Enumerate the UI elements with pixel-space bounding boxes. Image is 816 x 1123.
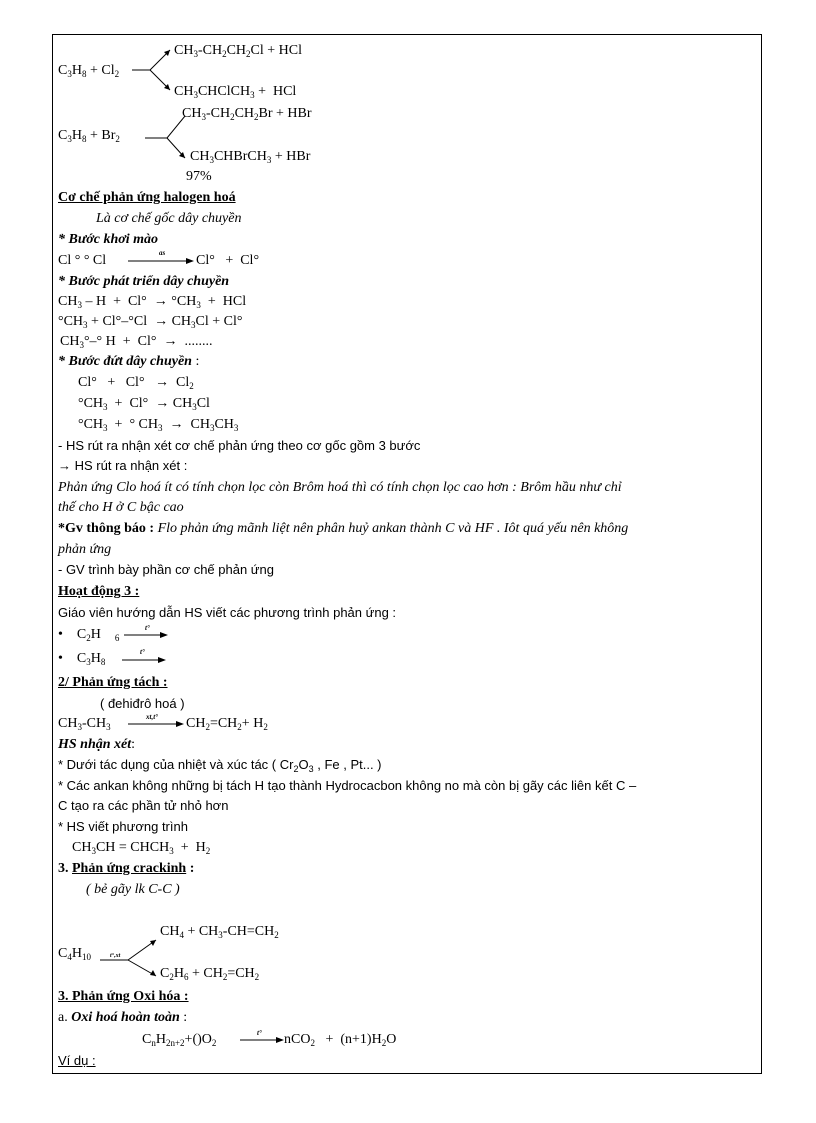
- reaction-arrow-icon: [128, 256, 194, 266]
- term-step-3: $^\circ CH_3$ + ° $CH_3 \to CH_3CH_3$: [78, 417, 239, 433]
- gv-present: - GV trình bày phần cơ chế phản ứng: [58, 562, 274, 577]
- reaction-arrow-icon: [122, 655, 166, 665]
- oxidation-eq-cond: t°: [257, 1029, 262, 1037]
- elimination-point1: * Dưới tác dụng của nhiệt và xúc tác ( $Cr_2O_3$ , Fe , Pt... ): [58, 757, 382, 774]
- elimination-point3: * HS viết phương trình: [58, 819, 188, 834]
- cracking-colon: :: [189, 861, 195, 876]
- elimination-heading: 2/ Phản ứng tách :: [58, 675, 168, 690]
- remark-line-2: thế cho H ở C bậc cao: [58, 500, 184, 515]
- activity3-heading: Hoạt động 3 :: [58, 584, 140, 599]
- activity3-intro: Giáo viên hướng dẫn HS viết các phương trình phản ứng :: [58, 605, 397, 620]
- cracking-product2: $C_2H_6 + CH_2=CH_2$: [160, 966, 260, 982]
- term-step-2: $^\circ CH_3 + Cl^\circ \to CH_3Cl$: [78, 396, 210, 412]
- init-eq-right: Cl° + Cl°: [196, 253, 260, 268]
- cracking-cond: t°,xt: [110, 953, 121, 959]
- init-heading: * Bước khơi mào: [58, 232, 159, 247]
- cracking-heading-line: [58, 860, 194, 878]
- activity3-item2: • $C_3H_8$: [58, 651, 106, 667]
- cracking-heading: Phản ứng crackinh: [72, 861, 187, 876]
- init-eq-cond: as: [159, 249, 166, 257]
- oxidation-sub-title: Oxi hoá hoàn toàn: [71, 1010, 180, 1025]
- hs-colon: :: [131, 737, 136, 752]
- elimination-eq-cond: xt,t°: [146, 713, 158, 721]
- rx1-product1: $CH_3-CH_2CH_2Cl$ + HCl: [174, 43, 302, 59]
- reaction-arrow-icon: [128, 719, 184, 729]
- rx1-reactant: $C_3H_8 + Cl_2$: [58, 63, 120, 79]
- term-heading: * Bước đứt dây chuyền: [58, 354, 192, 369]
- gv-notice: [58, 520, 628, 538]
- oxidation-example: Ví dụ :: [58, 1053, 96, 1068]
- oxidation-heading: 3. Phản ứng Oxi hóa :: [58, 989, 189, 1004]
- mechanism-subtitle: Là cơ chế gốc dây chuyền: [96, 211, 242, 226]
- oxidation-eq-left: $C_nH_{2n+2}+()O_2$: [142, 1032, 217, 1048]
- term-heading-line: [58, 353, 199, 371]
- gv-text-2: phản ứng: [58, 542, 112, 557]
- term-colon: :: [195, 354, 200, 369]
- prop-step-3: $CH_3^\circ-^\circ$ H + Cl° → ........: [60, 334, 213, 350]
- oxidation-sub-colon: :: [183, 1010, 188, 1025]
- init-eq-left: Cl ° ° Cl: [58, 253, 107, 268]
- remark-line-1: Phản ứng Clo hoá ít có tính chọn lọc còn Brôm hoá thì có tính chọn lọc cao hơn : Brôm hầu như chỉ: [58, 480, 622, 495]
- prop-step-1: $CH_3 - H + Cl^\circ \to ^\circ CH_3$ + HCl: [58, 294, 247, 310]
- rx1-product2: $CH_3CHClCH_3$ + HCl: [174, 84, 297, 100]
- oxidation-eq-right: $nCO_2 + (n+1)H_2O$: [284, 1032, 397, 1048]
- gv-label: *Gv thông báo :: [58, 521, 155, 536]
- cracking-sub: ( bẻ gãy lk C-C ): [86, 882, 180, 897]
- prop-step-2: $^\circ CH_3 + Cl^\circ-^\circ Cl \to CH_3Cl + Cl^\circ$: [58, 314, 243, 330]
- reaction-arrow-icon: [240, 1035, 284, 1045]
- hs-remark-line: [58, 736, 135, 754]
- reaction-arrow-icon: [124, 630, 168, 640]
- gv-text: Flo phản ứng mãnh liệt nên phân huỷ ankan thành C và HF . Iôt quá yếu nên không: [157, 521, 629, 536]
- rx2-percent: 97%: [186, 169, 212, 184]
- hs-heading: HS nhận xét: [58, 737, 132, 752]
- elimination-eq-left: $CH_3-CH_3$: [58, 716, 111, 732]
- cracking-product1: $CH_4 + CH_3-CH=CH_2$: [160, 924, 279, 940]
- branch-arrow-icon: [132, 44, 174, 96]
- elimination-eq2: $CH_3CH$ = $CHCH_3 + H_2$: [72, 840, 211, 856]
- elimination-sub: ( đehiđrô hoá ): [100, 696, 185, 711]
- elimination-eq-right: $CH_2=CH_2+ H_2$: [186, 716, 268, 732]
- oxidation-sub-label: a.: [58, 1010, 68, 1025]
- hs-conclusion: - HS rút ra nhận xét cơ chế phản ứng theo cơ gốc gồm 3 bước: [58, 438, 421, 453]
- activity3-cond2: t°: [140, 648, 145, 656]
- branch-arrow-icon: [100, 924, 160, 980]
- rx2-reactant: $C_3H_8 + Br_2$: [58, 128, 120, 144]
- activity3-cond1: t°: [145, 624, 150, 632]
- rx2-product2: $CH_3CHBrCH_3$ + HBr: [190, 149, 311, 165]
- activity3-item1: • $C_2H$ $_6$: [58, 627, 120, 643]
- rx2-product1: $CH_3-CH_2CH_2Br$ + HBr: [182, 106, 312, 122]
- prop-heading: * Bước phát triển dây chuyền: [58, 274, 230, 289]
- oxidation-sub-line: [58, 1009, 187, 1027]
- hs-remark: → HS rút ra nhận xét :: [58, 458, 188, 473]
- cracking-reactant: $C_4H_{10}$: [58, 946, 91, 962]
- cracking-num: 3.: [58, 861, 69, 876]
- mechanism-title: Cơ chế phản ứng halogen hoá: [58, 190, 236, 205]
- term-step-1: $Cl^\circ + Cl^\circ \to Cl_2$: [78, 375, 194, 391]
- elimination-point2b: C tạo ra các phần tử nhỏ hơn: [58, 798, 229, 813]
- elimination-point2: * Các ankan không những bị tách H tạo thành Hydrocacbon không no mà còn bị gãy các liên kết C –: [58, 778, 637, 793]
- branch-arrow-icon: [145, 112, 187, 164]
